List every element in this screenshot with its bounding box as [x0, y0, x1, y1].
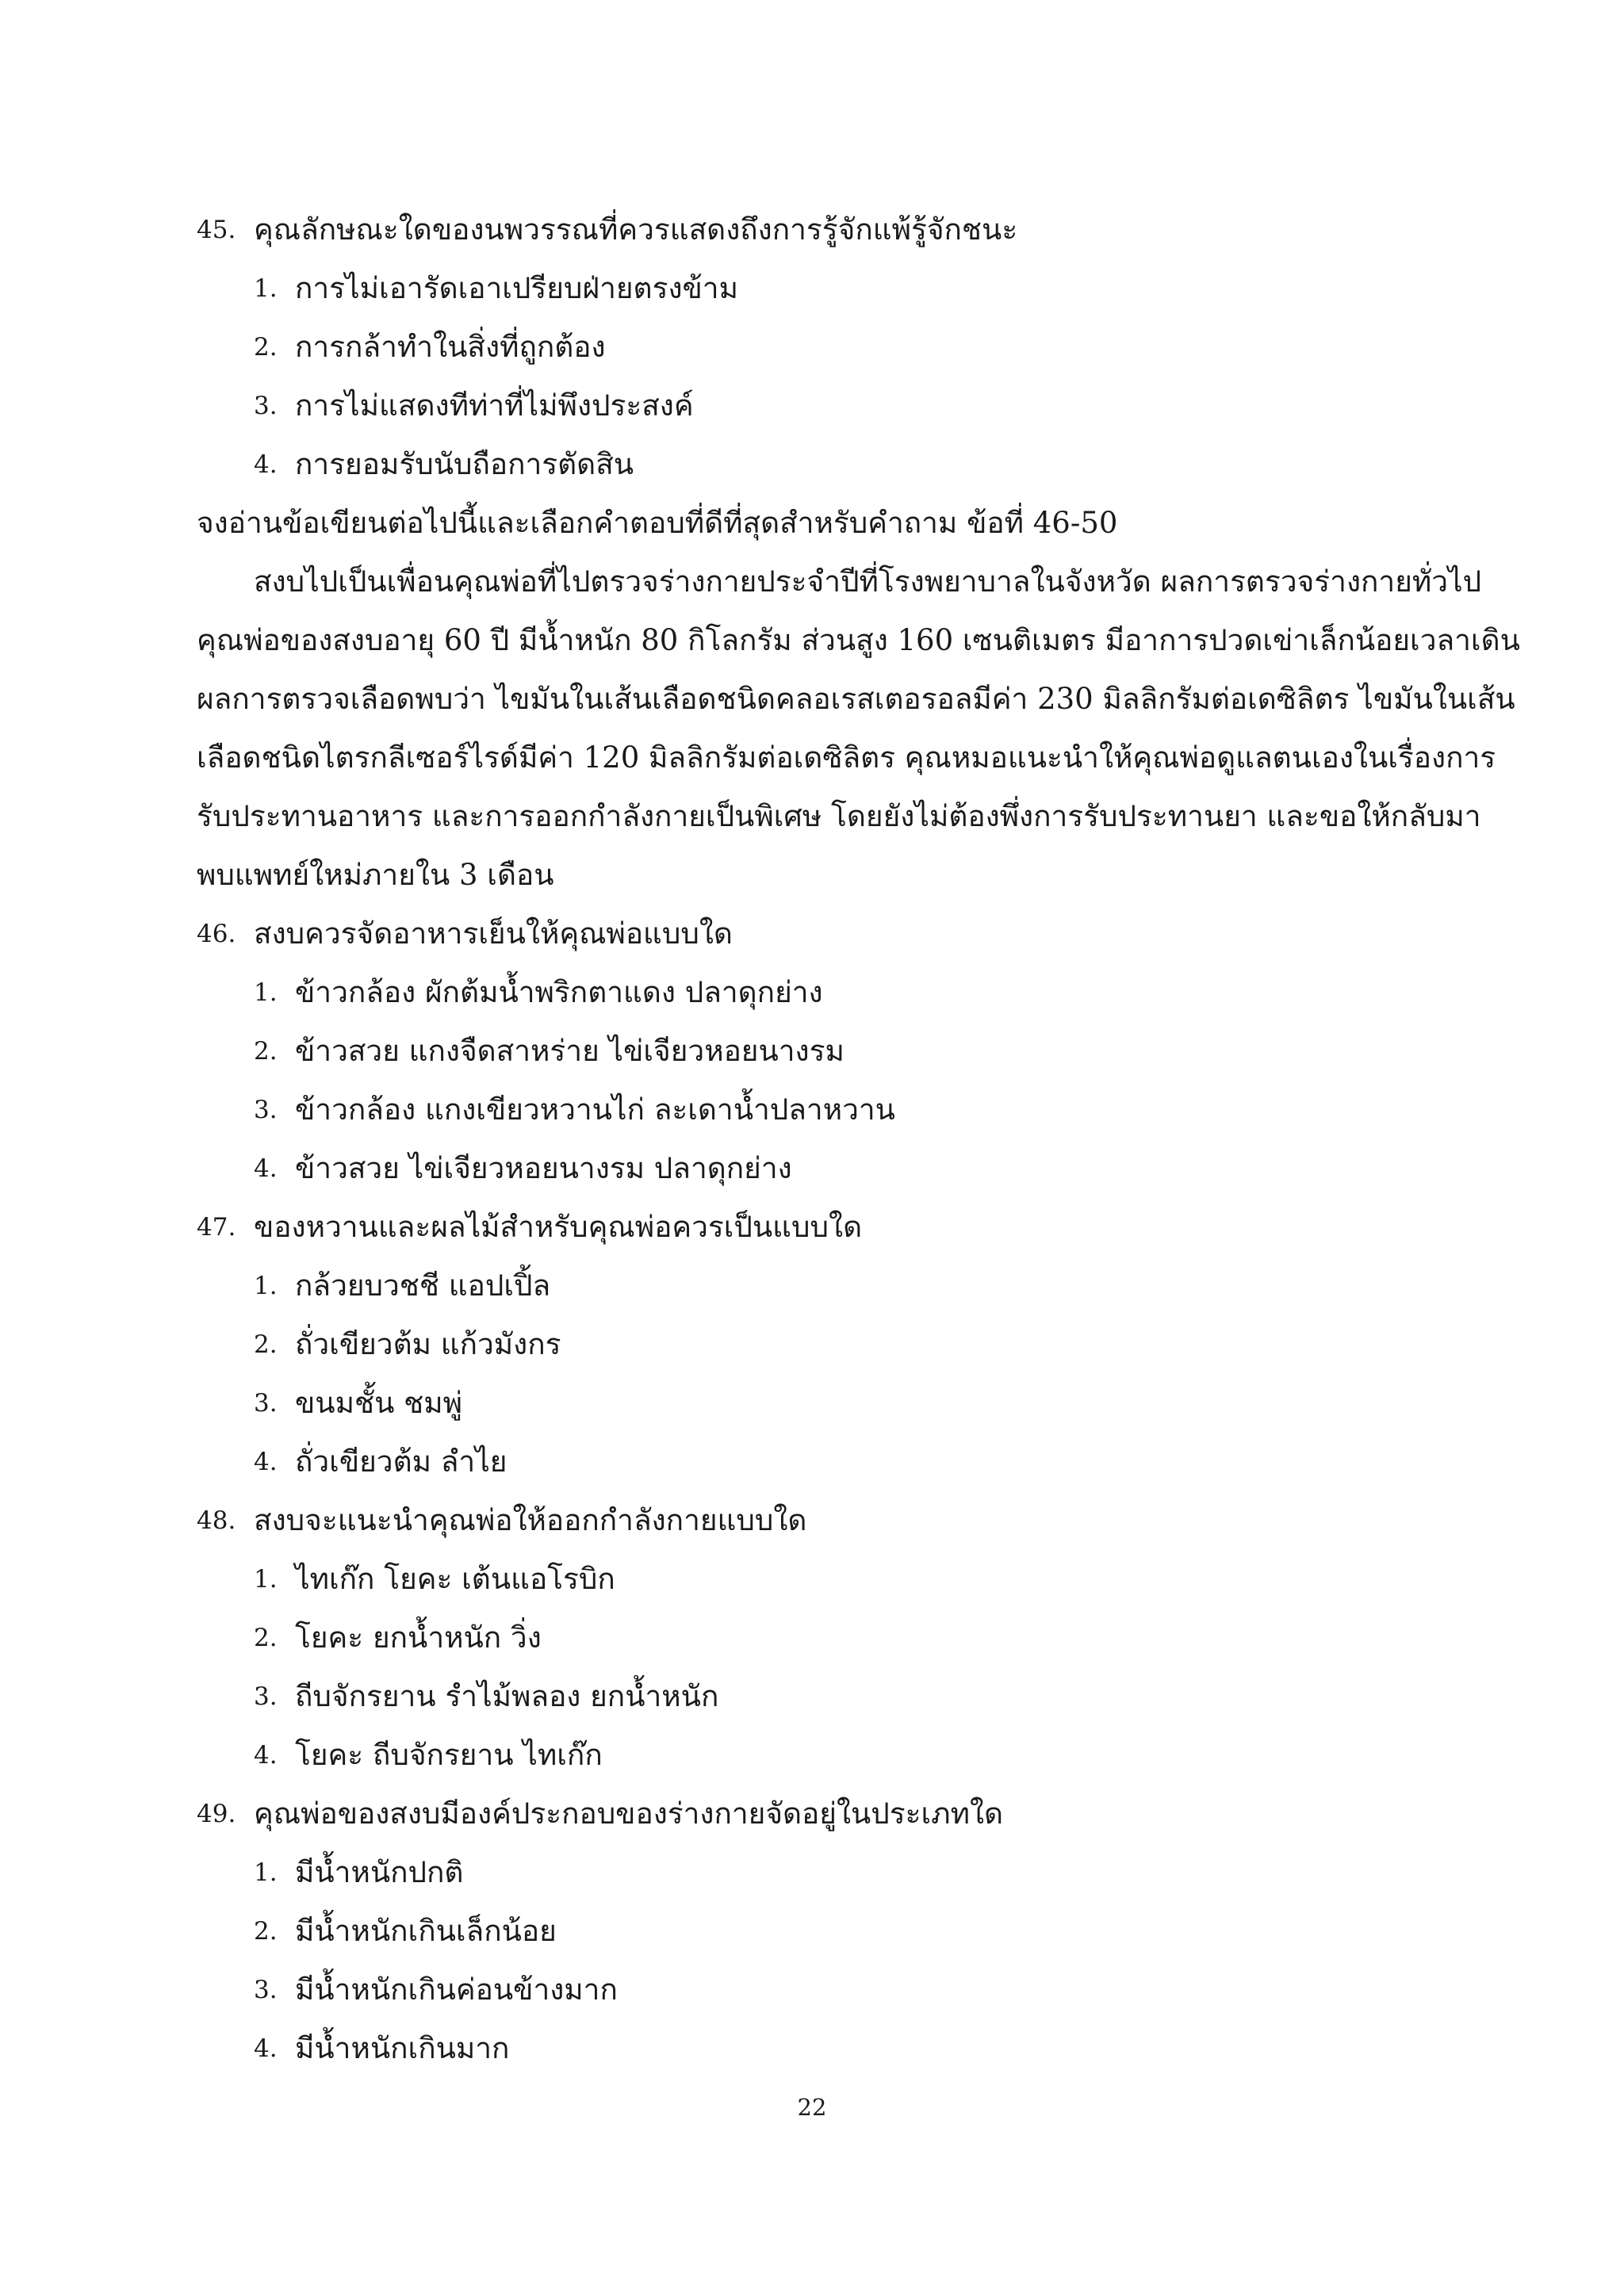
option-text: การไม่เอารัดเอาเปรียบฝ่ายตรงข้าม [295, 271, 738, 305]
option-number: 4. [254, 1154, 278, 1183]
option-text: การยอมรับนับถือการตัดสิน [295, 447, 634, 481]
option-number: 3. [254, 392, 278, 420]
question-number: 45. [197, 216, 236, 244]
option-text: ไทเก๊ก โยคะ เต้นแอโรบิก [295, 1562, 615, 1596]
instruction-text: จงอ่านข้อเขียนต่อไปนี้และเลือกคำตอบที่ดีที่สุดสำหรับคำถาม ข้อที่ 46-50 [197, 506, 1118, 540]
option-text: โยคะ ถีบจักรยาน ไทเก๊ก [295, 1738, 603, 1772]
question-text: ของหวานและผลไม้สำหรับคุณพ่อควรเป็นแบบใด [254, 1210, 863, 1244]
option-number: 1. [254, 978, 278, 1007]
option-text: การกล้าทำในสิ่งที่ถูกต้อง [295, 330, 606, 364]
question-text: สงบควรจัดอาหารเย็นให้คุณพ่อแบบใด [254, 916, 733, 951]
option-text: มีน้ำหนักเกินเล็กน้อย [295, 1914, 557, 1948]
option-number: 1. [254, 1858, 278, 1887]
option-number: 2. [254, 1624, 278, 1652]
passage-text: สงบไปเป็นเพื่อนคุณพ่อที่ไปตรวจร่างกายประจำปีที่โรงพยาบาลในจังหวัด ผลการตรวจร่างกายทั่วไป [254, 564, 1482, 599]
option-number: 1. [254, 1565, 278, 1594]
option-number: 1. [254, 1272, 278, 1300]
question-text: สงบจะแนะนำคุณพ่อให้ออกกำลังกายแบบใด [254, 1503, 807, 1537]
option-text: ถีบจักรยาน รำไม้พลอง ยกน้ำหนัก [295, 1679, 719, 1713]
passage-text: รับประทานอาหาร และการออกกำลังกายเป็นพิเศษ โดยยังไม่ต้องพึ่งการรับประทานยา และขอให้กลับมา [197, 799, 1481, 833]
option-text: ขนมชั้น ชมพู่ [295, 1386, 463, 1420]
passage-text: คุณพ่อของสงบอายุ 60 ปี มีน้ำหนัก 80 กิโลกรัม ส่วนสูง 160 เซนติเมตร มีอาการปวดเข่าเล็กน้อยเวลาเดิน [197, 623, 1520, 657]
option-text: ถั่วเขียวต้ม แก้วมังกร [295, 1327, 561, 1361]
question-number: 49. [197, 1800, 236, 1828]
option-number: 4. [254, 1741, 278, 1770]
option-number: 2. [254, 333, 278, 362]
option-text: การไม่แสดงทีท่าที่ไม่พึงประสงค์ [295, 388, 694, 423]
option-number: 3. [254, 1682, 278, 1711]
option-text: ถั่วเขียวต้ม ลำไย [295, 1445, 508, 1479]
option-number: 4. [254, 450, 278, 479]
option-text: ข้าวกล้อง ผักต้มน้ำพริกตาแดง ปลาดุกย่าง [295, 975, 823, 1009]
option-text: ข้าวสวย แกงจืดสาหร่าย ไข่เจียวหอยนางรม [295, 1034, 845, 1068]
option-text: ข้าวสวย ไข่เจียวหอยนางรม ปลาดุกย่าง [295, 1151, 792, 1185]
option-text: มีน้ำหนักเกินค่อนข้างมาก [295, 1973, 618, 2007]
option-text: ข้าวกล้อง แกงเขียวหวานไก่ ละเดาน้ำปลาหวาน [295, 1093, 895, 1127]
passage-text: เลือดชนิดไตรกลีเซอร์ไรด์มีค่า 120 มิลลิกรัมต่อเดซิลิตร คุณหมอแนะนำให้คุณพ่อดูแลตนเองในเรื่องการ [197, 740, 1496, 775]
option-number: 1. [254, 274, 278, 303]
question-text: คุณพ่อของสงบมีองค์ประกอบของร่างกายจัดอยู่ในประเภทใด [254, 1797, 1004, 1831]
option-text: มีน้ำหนักเกินมาก [295, 2031, 510, 2065]
option-number: 2. [254, 1330, 278, 1359]
question-text: คุณลักษณะใดของนพวรรณที่ควรแสดงถึงการรู้จักแพ้รู้จักชนะ [254, 212, 1018, 247]
question-number: 47. [197, 1213, 236, 1242]
option-number: 2. [254, 1037, 278, 1066]
option-number: 4. [254, 2034, 278, 2063]
option-number: 3. [254, 1389, 278, 1418]
option-text: มีน้ำหนักปกติ [295, 1855, 464, 1889]
option-text: โยคะ ยกน้ำหนัก วิ่ง [295, 1621, 542, 1655]
option-number: 4. [254, 1448, 278, 1476]
passage-text: พบแพทย์ใหม่ภายใน 3 เดือน [197, 858, 554, 892]
question-number: 46. [197, 920, 236, 948]
page-number: 22 [797, 2094, 827, 2121]
passage-text: ผลการตรวจเลือดพบว่า ไขมันในเส้นเลือดชนิดคลอเรสเตอรอลมีค่า 230 มิลลิกรัมต่อเดซิลิตร ไขมันในเส้น [197, 682, 1515, 716]
option-number: 2. [254, 1917, 278, 1946]
option-number: 3. [254, 1096, 278, 1124]
option-text: กล้วยบวชชี แอปเปิ้ล [295, 1269, 551, 1303]
option-number: 3. [254, 1976, 278, 2004]
question-number: 48. [197, 1506, 236, 1535]
